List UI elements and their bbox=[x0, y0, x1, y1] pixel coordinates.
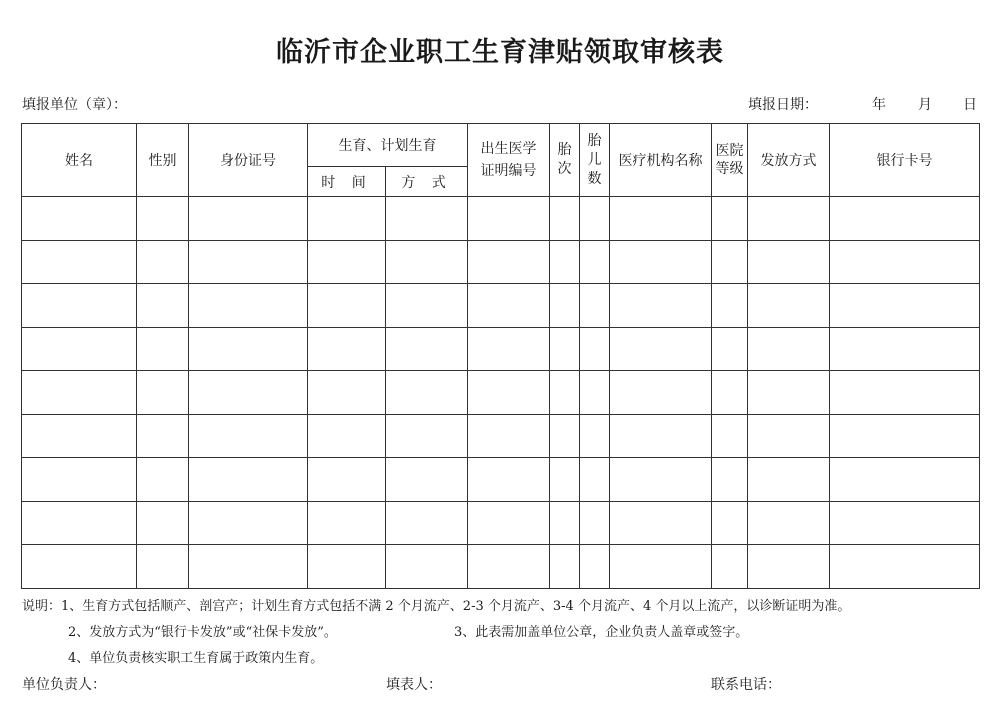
cell-bank-card[interactable] bbox=[830, 501, 980, 545]
cell-id-number[interactable] bbox=[189, 284, 308, 328]
year-label: 年 bbox=[872, 97, 886, 113]
cell-time[interactable] bbox=[308, 284, 386, 328]
cell-payment-method[interactable] bbox=[748, 458, 830, 502]
cell-hospital-level[interactable] bbox=[712, 458, 748, 502]
cell-name[interactable] bbox=[22, 545, 137, 589]
cell-bank-card[interactable] bbox=[830, 327, 980, 371]
cell-gender[interactable] bbox=[137, 371, 189, 415]
table-row bbox=[22, 371, 980, 415]
header-payment-method: 发放方式 bbox=[748, 124, 830, 197]
cell-method[interactable] bbox=[386, 371, 468, 415]
date-field bbox=[748, 94, 977, 114]
cell-infants[interactable] bbox=[580, 501, 610, 545]
cell-bank-card[interactable] bbox=[830, 371, 980, 415]
cell-name[interactable] bbox=[22, 197, 137, 241]
cell-parity[interactable] bbox=[550, 197, 580, 241]
cell-gender[interactable] bbox=[137, 327, 189, 371]
cell-payment-method[interactable] bbox=[748, 501, 830, 545]
header-parity bbox=[550, 124, 580, 197]
cell-payment-method[interactable] bbox=[748, 545, 830, 589]
cell-bank-card[interactable] bbox=[830, 545, 980, 589]
cell-birth-certificate[interactable] bbox=[468, 458, 550, 502]
cell-id-number[interactable] bbox=[189, 327, 308, 371]
cell-payment-method[interactable] bbox=[748, 414, 830, 458]
cell-time[interactable] bbox=[308, 414, 386, 458]
cell-parity[interactable] bbox=[550, 501, 580, 545]
cell-parity[interactable] bbox=[550, 327, 580, 371]
cell-hospital-level[interactable] bbox=[712, 284, 748, 328]
month-label: 月 bbox=[918, 97, 932, 113]
cell-bank-card[interactable] bbox=[830, 458, 980, 502]
header-birth-certificate bbox=[468, 124, 550, 197]
cell-parity[interactable] bbox=[550, 240, 580, 284]
cell-institution[interactable] bbox=[610, 501, 712, 545]
cell-infants[interactable] bbox=[580, 327, 610, 371]
phone-label: 联系电话： bbox=[711, 677, 781, 693]
day-label: 日 bbox=[963, 97, 977, 113]
cell-institution[interactable] bbox=[610, 327, 712, 371]
cell-name[interactable] bbox=[22, 501, 137, 545]
header-infants-text: 胎儿数 bbox=[587, 132, 602, 187]
cell-birth-certificate[interactable] bbox=[468, 197, 550, 241]
cell-hospital-level[interactable] bbox=[712, 371, 748, 415]
cell-gender[interactable] bbox=[137, 545, 189, 589]
table-row bbox=[22, 197, 980, 241]
table-body bbox=[22, 197, 980, 589]
header-infants bbox=[580, 124, 610, 197]
cell-birth-certificate[interactable] bbox=[468, 284, 550, 328]
cell-institution[interactable] bbox=[610, 371, 712, 415]
cell-name[interactable] bbox=[22, 371, 137, 415]
cell-id-number[interactable] bbox=[189, 458, 308, 502]
cell-id-number[interactable] bbox=[189, 197, 308, 241]
header-id-number: 身份证号 bbox=[189, 124, 308, 197]
cell-hospital-level[interactable] bbox=[712, 501, 748, 545]
cell-bank-card[interactable] bbox=[830, 197, 980, 241]
cell-hospital-level[interactable] bbox=[712, 327, 748, 371]
cell-infants[interactable] bbox=[580, 545, 610, 589]
table-row bbox=[22, 501, 980, 545]
cell-method[interactable] bbox=[386, 458, 468, 502]
cell-id-number[interactable] bbox=[189, 414, 308, 458]
cell-time[interactable] bbox=[308, 371, 386, 415]
cell-time[interactable] bbox=[308, 458, 386, 502]
cell-birth-certificate[interactable] bbox=[468, 371, 550, 415]
cell-id-number[interactable] bbox=[189, 371, 308, 415]
cell-method[interactable] bbox=[386, 284, 468, 328]
cell-name[interactable] bbox=[22, 458, 137, 502]
cell-name[interactable] bbox=[22, 414, 137, 458]
audit-table bbox=[21, 123, 980, 589]
cell-birth-certificate[interactable] bbox=[468, 414, 550, 458]
cell-payment-method[interactable] bbox=[748, 284, 830, 328]
header-name: 姓名 bbox=[22, 124, 137, 197]
cell-bank-card[interactable] bbox=[830, 414, 980, 458]
cell-payment-method[interactable] bbox=[748, 371, 830, 415]
table-row bbox=[22, 327, 980, 371]
cell-method[interactable] bbox=[386, 240, 468, 284]
cell-infants[interactable] bbox=[580, 240, 610, 284]
cell-gender[interactable] bbox=[137, 414, 189, 458]
cell-birth-certificate[interactable] bbox=[468, 327, 550, 371]
cell-hospital-level[interactable] bbox=[712, 197, 748, 241]
cell-time[interactable] bbox=[308, 545, 386, 589]
date-label: 填报日期： bbox=[748, 97, 818, 113]
cell-time[interactable] bbox=[308, 327, 386, 371]
table-row bbox=[22, 414, 980, 458]
cell-name[interactable] bbox=[22, 240, 137, 284]
cell-gender[interactable] bbox=[137, 458, 189, 502]
cell-id-number[interactable] bbox=[189, 240, 308, 284]
unit-head-label: 单位负责人： bbox=[22, 677, 106, 693]
cell-institution[interactable] bbox=[610, 284, 712, 328]
cell-bank-card[interactable] bbox=[830, 240, 980, 284]
cell-time[interactable] bbox=[308, 197, 386, 241]
note-4: 4、单位负责核实职工生育属于政策内生育。 bbox=[68, 651, 324, 666]
cell-birth-certificate[interactable] bbox=[468, 545, 550, 589]
cell-institution[interactable] bbox=[610, 545, 712, 589]
cell-infants[interactable] bbox=[580, 284, 610, 328]
cell-method[interactable] bbox=[386, 327, 468, 371]
cell-infants[interactable] bbox=[580, 197, 610, 241]
header-gender: 性别 bbox=[137, 124, 189, 197]
cell-institution[interactable] bbox=[610, 458, 712, 502]
cell-method[interactable] bbox=[386, 414, 468, 458]
cell-payment-method[interactable] bbox=[748, 327, 830, 371]
cell-gender[interactable] bbox=[137, 284, 189, 328]
cell-parity[interactable] bbox=[550, 458, 580, 502]
cell-name[interactable] bbox=[22, 327, 137, 371]
header-time: 时 间 bbox=[308, 167, 386, 197]
cell-parity[interactable] bbox=[550, 371, 580, 415]
cell-time[interactable] bbox=[308, 240, 386, 284]
cell-birth-certificate[interactable] bbox=[468, 240, 550, 284]
header-cert-line1: 出生医学 bbox=[480, 141, 537, 157]
table-row bbox=[22, 458, 980, 502]
cell-infants[interactable] bbox=[580, 414, 610, 458]
cell-birth-certificate[interactable] bbox=[468, 501, 550, 545]
note-3: 3、此表需加盖单位公章，企业负责人盖章或签字。 bbox=[454, 625, 749, 640]
cell-gender[interactable] bbox=[137, 501, 189, 545]
cell-hospital-level[interactable] bbox=[712, 240, 748, 284]
note-1: 说明：1、生育方式包括顺产、剖宫产；计划生育方式包括不满 2 个月流产、2-3 个月流产、3-4 个月流产、4 个月以上流产，以诊断证明为准。 bbox=[22, 599, 851, 614]
cell-payment-method[interactable] bbox=[748, 240, 830, 284]
cell-hospital-level[interactable] bbox=[712, 414, 748, 458]
cell-parity[interactable] bbox=[550, 545, 580, 589]
header-method: 方 式 bbox=[386, 167, 468, 197]
cell-method[interactable] bbox=[386, 197, 468, 241]
cell-time[interactable] bbox=[308, 501, 386, 545]
cell-parity[interactable] bbox=[550, 284, 580, 328]
header-cert-line2: 证明编号 bbox=[480, 163, 537, 179]
cell-method[interactable] bbox=[386, 501, 468, 545]
table-row bbox=[22, 240, 980, 284]
cell-parity[interactable] bbox=[550, 414, 580, 458]
cell-infants[interactable] bbox=[580, 458, 610, 502]
header-birth-group: 生育、计划生育 bbox=[308, 124, 468, 167]
table-row bbox=[22, 284, 980, 328]
cell-institution[interactable] bbox=[610, 197, 712, 241]
cell-id-number[interactable] bbox=[189, 545, 308, 589]
filler-label: 填表人： bbox=[386, 677, 442, 693]
note-2: 2、发放方式为“银行卡发放”或“社保卡发放”。 bbox=[68, 625, 337, 640]
form-title: 临沂市企业职工生育津贴领取审核表 bbox=[276, 37, 724, 68]
table-row bbox=[22, 545, 980, 589]
header-institution: 医疗机构名称 bbox=[610, 124, 712, 197]
cell-payment-method[interactable] bbox=[748, 197, 830, 241]
header-parity-text: 胎次 bbox=[557, 142, 572, 177]
cell-institution[interactable] bbox=[610, 240, 712, 284]
cell-name[interactable] bbox=[22, 284, 137, 328]
cell-hospital-level[interactable] bbox=[712, 545, 748, 589]
cell-id-number[interactable] bbox=[189, 501, 308, 545]
cell-gender[interactable] bbox=[137, 240, 189, 284]
cell-institution[interactable] bbox=[610, 414, 712, 458]
header-bank-card: 银行卡号 bbox=[830, 124, 980, 197]
header-hospital-level bbox=[712, 124, 748, 197]
cell-bank-card[interactable] bbox=[830, 284, 980, 328]
header-hospital-level-text: 医院等级 bbox=[715, 143, 744, 177]
unit-label: 填报单位（章）： bbox=[22, 97, 127, 113]
cell-gender[interactable] bbox=[137, 197, 189, 241]
cell-infants[interactable] bbox=[580, 371, 610, 415]
cell-method[interactable] bbox=[386, 545, 468, 589]
